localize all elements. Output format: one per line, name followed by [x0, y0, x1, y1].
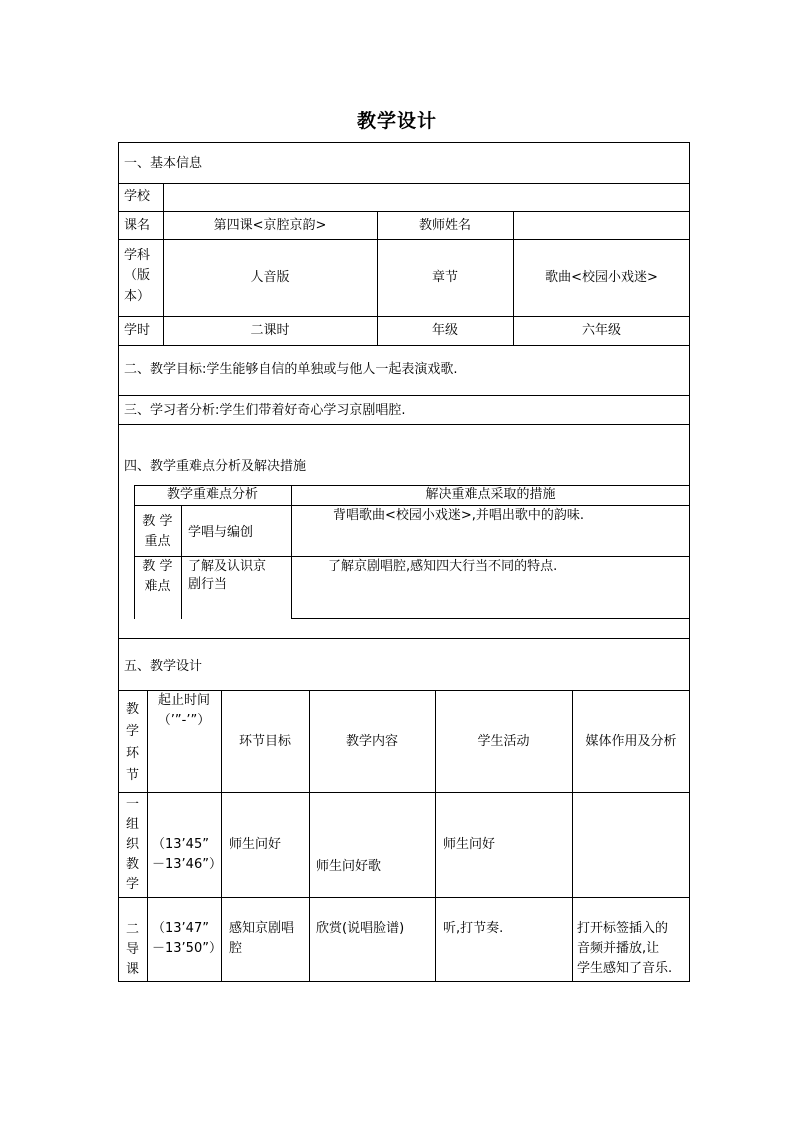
rule: [118, 792, 690, 793]
rule: [118, 239, 690, 240]
rule: [147, 690, 148, 982]
row2-time: （13’47”: [152, 921, 209, 936]
subject-label: 学科: [124, 248, 151, 263]
row1-time: （13’45”: [152, 837, 209, 852]
row2-time: －13’50”）: [152, 941, 222, 956]
school-label: 学校: [124, 189, 151, 204]
key-point-label: 教 学: [142, 514, 173, 529]
goal-header: 环节目标: [238, 734, 291, 749]
key-point: 学唱与编创: [188, 525, 254, 540]
rule: [118, 183, 690, 184]
hard-point-label: 难点: [144, 579, 171, 594]
row2-activity: 听,打节奏.: [443, 921, 504, 936]
rule: [291, 618, 690, 619]
row1-stage: 组: [125, 817, 139, 832]
hours-value: 二课时: [250, 323, 290, 338]
difficulty-col2-header: 解决重难点采取的措施: [425, 487, 556, 502]
hours-label: 学时: [124, 323, 151, 338]
hard-measure: 了解京剧唱腔,感知四大行当不同的特点.: [328, 559, 558, 574]
rule: [134, 485, 135, 619]
document-title: 教学设计: [356, 110, 437, 132]
section-heading-design: 五、教学设计: [124, 659, 203, 674]
rule: [291, 485, 292, 619]
row1-goal: 师生问好: [229, 837, 282, 852]
teacher-label: 教师姓名: [418, 218, 471, 233]
row2-media: 学生感知了音乐.: [577, 961, 673, 976]
stage-header: 环: [125, 746, 139, 761]
rule: [118, 638, 690, 639]
key-point-label: 重点: [144, 534, 171, 549]
rule: [118, 316, 690, 317]
rule: [181, 505, 182, 619]
section-heading-difficulty: 四、教学重难点分析及解决措施: [124, 459, 307, 474]
row1-stage: 织: [125, 837, 139, 852]
row1-time: －13’46”）: [152, 857, 222, 872]
stage-header: 教: [125, 702, 139, 717]
hard-point: 剧行当: [188, 577, 228, 592]
learner-analysis: 三、学习者分析:学生们带着好奇心学习京剧唱腔.: [124, 403, 406, 418]
activity-header: 学生活动: [477, 734, 530, 749]
row1-stage: 学: [125, 877, 139, 892]
course-value: 第四课<京腔京韵>: [213, 218, 327, 233]
row1-activity: 师生问好: [443, 837, 496, 852]
subject-label: （版: [124, 268, 151, 283]
chapter-value: 歌曲<校园小戏迷>: [545, 270, 658, 285]
row2-media: 打开标签插入的: [577, 921, 669, 936]
row1-stage: 教: [125, 857, 139, 872]
rule: [118, 424, 690, 425]
time-header: 起止时间: [157, 693, 210, 708]
subject-value: 人音版: [250, 270, 290, 285]
rule: [118, 897, 690, 898]
row2-goal: 感知京剧唱: [229, 921, 295, 936]
chapter-label: 章节: [431, 270, 458, 285]
row2-media: 音频并播放,让: [577, 941, 660, 956]
row1-stage: 一: [125, 797, 139, 812]
teaching-goal: 二、教学目标:学生能够自信的单独或与他人一起表演戏歌.: [124, 362, 458, 377]
rule: [118, 345, 690, 346]
row2-goal: 腔: [229, 941, 243, 956]
section-heading-basic: 一、基本信息: [124, 156, 203, 171]
row2-stage: 二: [125, 922, 139, 937]
stage-header: 学: [125, 724, 139, 739]
grade-value: 六年级: [581, 323, 621, 338]
time-header: （’”-’”）: [157, 713, 211, 728]
stage-header: 节: [125, 768, 139, 783]
hard-point: 了解及认识京: [188, 559, 267, 574]
row1-content: 师生问好歌: [316, 859, 382, 874]
media-header: 媒体作用及分析: [585, 734, 677, 749]
course-label: 课名: [124, 218, 151, 233]
rule: [118, 395, 690, 396]
hard-point-label: 教 学: [142, 559, 173, 574]
difficulty-col1-header: 教学重难点分析: [166, 487, 258, 502]
row2-content: 欣赏(说唱脸谱): [316, 921, 405, 936]
grade-label: 年级: [431, 323, 458, 338]
key-measure: 背唱歌曲<校园小戏迷>,并唱出歌中的韵味.: [333, 508, 585, 523]
row2-stage: 导: [125, 942, 139, 957]
content-header: 教学内容: [345, 734, 398, 749]
rule: [118, 211, 690, 212]
subject-label: 本）: [124, 289, 151, 304]
row2-stage: 课: [125, 962, 139, 977]
